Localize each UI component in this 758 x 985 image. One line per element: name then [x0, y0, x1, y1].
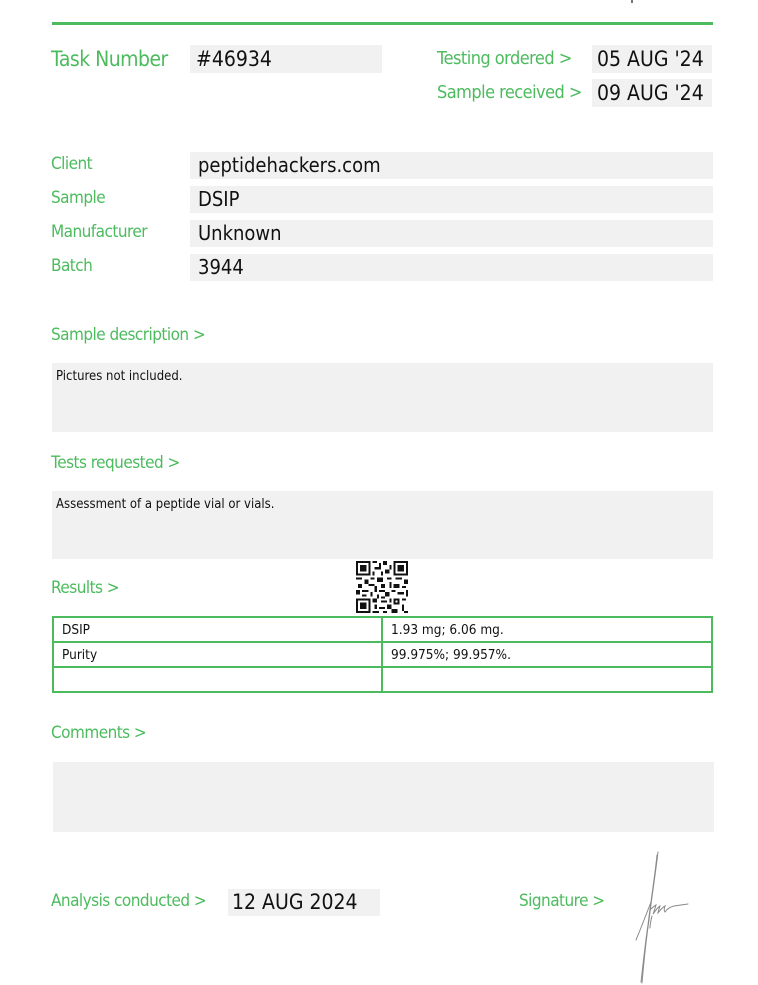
result-value: 1.93 mg; 6.06 mg.	[391, 621, 504, 638]
result-name-cell	[53, 667, 382, 692]
result-value: 99.975%; 99.957%.	[391, 646, 511, 663]
sample-description-text: Pictures not included.	[56, 369, 183, 384]
signature-image	[630, 850, 690, 985]
task-number-field	[190, 45, 382, 73]
tests-requested-text: Assessment of a peptide vial or vials.	[56, 497, 275, 512]
result-name-cell	[53, 642, 382, 667]
signature-label: Signature >	[519, 891, 605, 911]
analysis-conducted-label: Analysis conducted >	[51, 891, 207, 911]
table-row	[53, 642, 712, 667]
table-row	[53, 667, 712, 692]
result-value-cell	[382, 667, 712, 692]
results-heading: Results >	[51, 578, 120, 598]
testing-ordered-field	[592, 45, 712, 73]
task-number-value: #46934	[196, 47, 272, 71]
table-row	[53, 617, 712, 642]
tests-requested-box	[52, 491, 713, 559]
analysis-conducted-value: 12 AUG 2024	[232, 890, 358, 914]
testing-ordered-label: Testing ordered >	[437, 48, 572, 69]
sample-description-heading: Sample description >	[51, 325, 206, 345]
client-value: peptidehackers.com	[198, 153, 381, 177]
results-table	[52, 616, 713, 693]
comments-heading: Comments >	[51, 723, 147, 743]
sample-received-label: Sample received >	[437, 82, 582, 103]
result-name: DSIP	[62, 621, 90, 638]
analysis-conducted-field	[228, 889, 380, 916]
comments-box	[53, 762, 714, 832]
task-number-label: Task Number	[51, 47, 168, 71]
manufacturer-label: Manufacturer	[51, 222, 148, 242]
result-name: Purity	[62, 646, 98, 663]
sample-field	[190, 186, 713, 213]
client-field	[190, 152, 713, 179]
manufacturer-field	[190, 220, 713, 247]
client-label: Client	[51, 154, 93, 174]
testing-ordered-value: 05 AUG '24	[597, 47, 704, 71]
top-edge-mark	[631, 0, 633, 3]
tests-requested-heading: Tests requested >	[51, 453, 180, 473]
result-value-cell	[382, 642, 712, 667]
sample-received-value: 09 AUG '24	[597, 81, 704, 105]
manufacturer-value: Unknown	[198, 221, 282, 245]
result-value-cell	[382, 617, 712, 642]
qr-code-icon	[356, 561, 408, 613]
sample-label: Sample	[51, 188, 106, 208]
batch-value: 3944	[198, 255, 244, 279]
sample-received-field	[592, 79, 712, 107]
batch-field	[190, 254, 713, 281]
batch-label: Batch	[51, 256, 93, 276]
sample-description-box	[52, 363, 713, 432]
result-name-cell	[53, 617, 382, 642]
header-divider	[52, 22, 713, 25]
sample-value: DSIP	[198, 187, 240, 211]
